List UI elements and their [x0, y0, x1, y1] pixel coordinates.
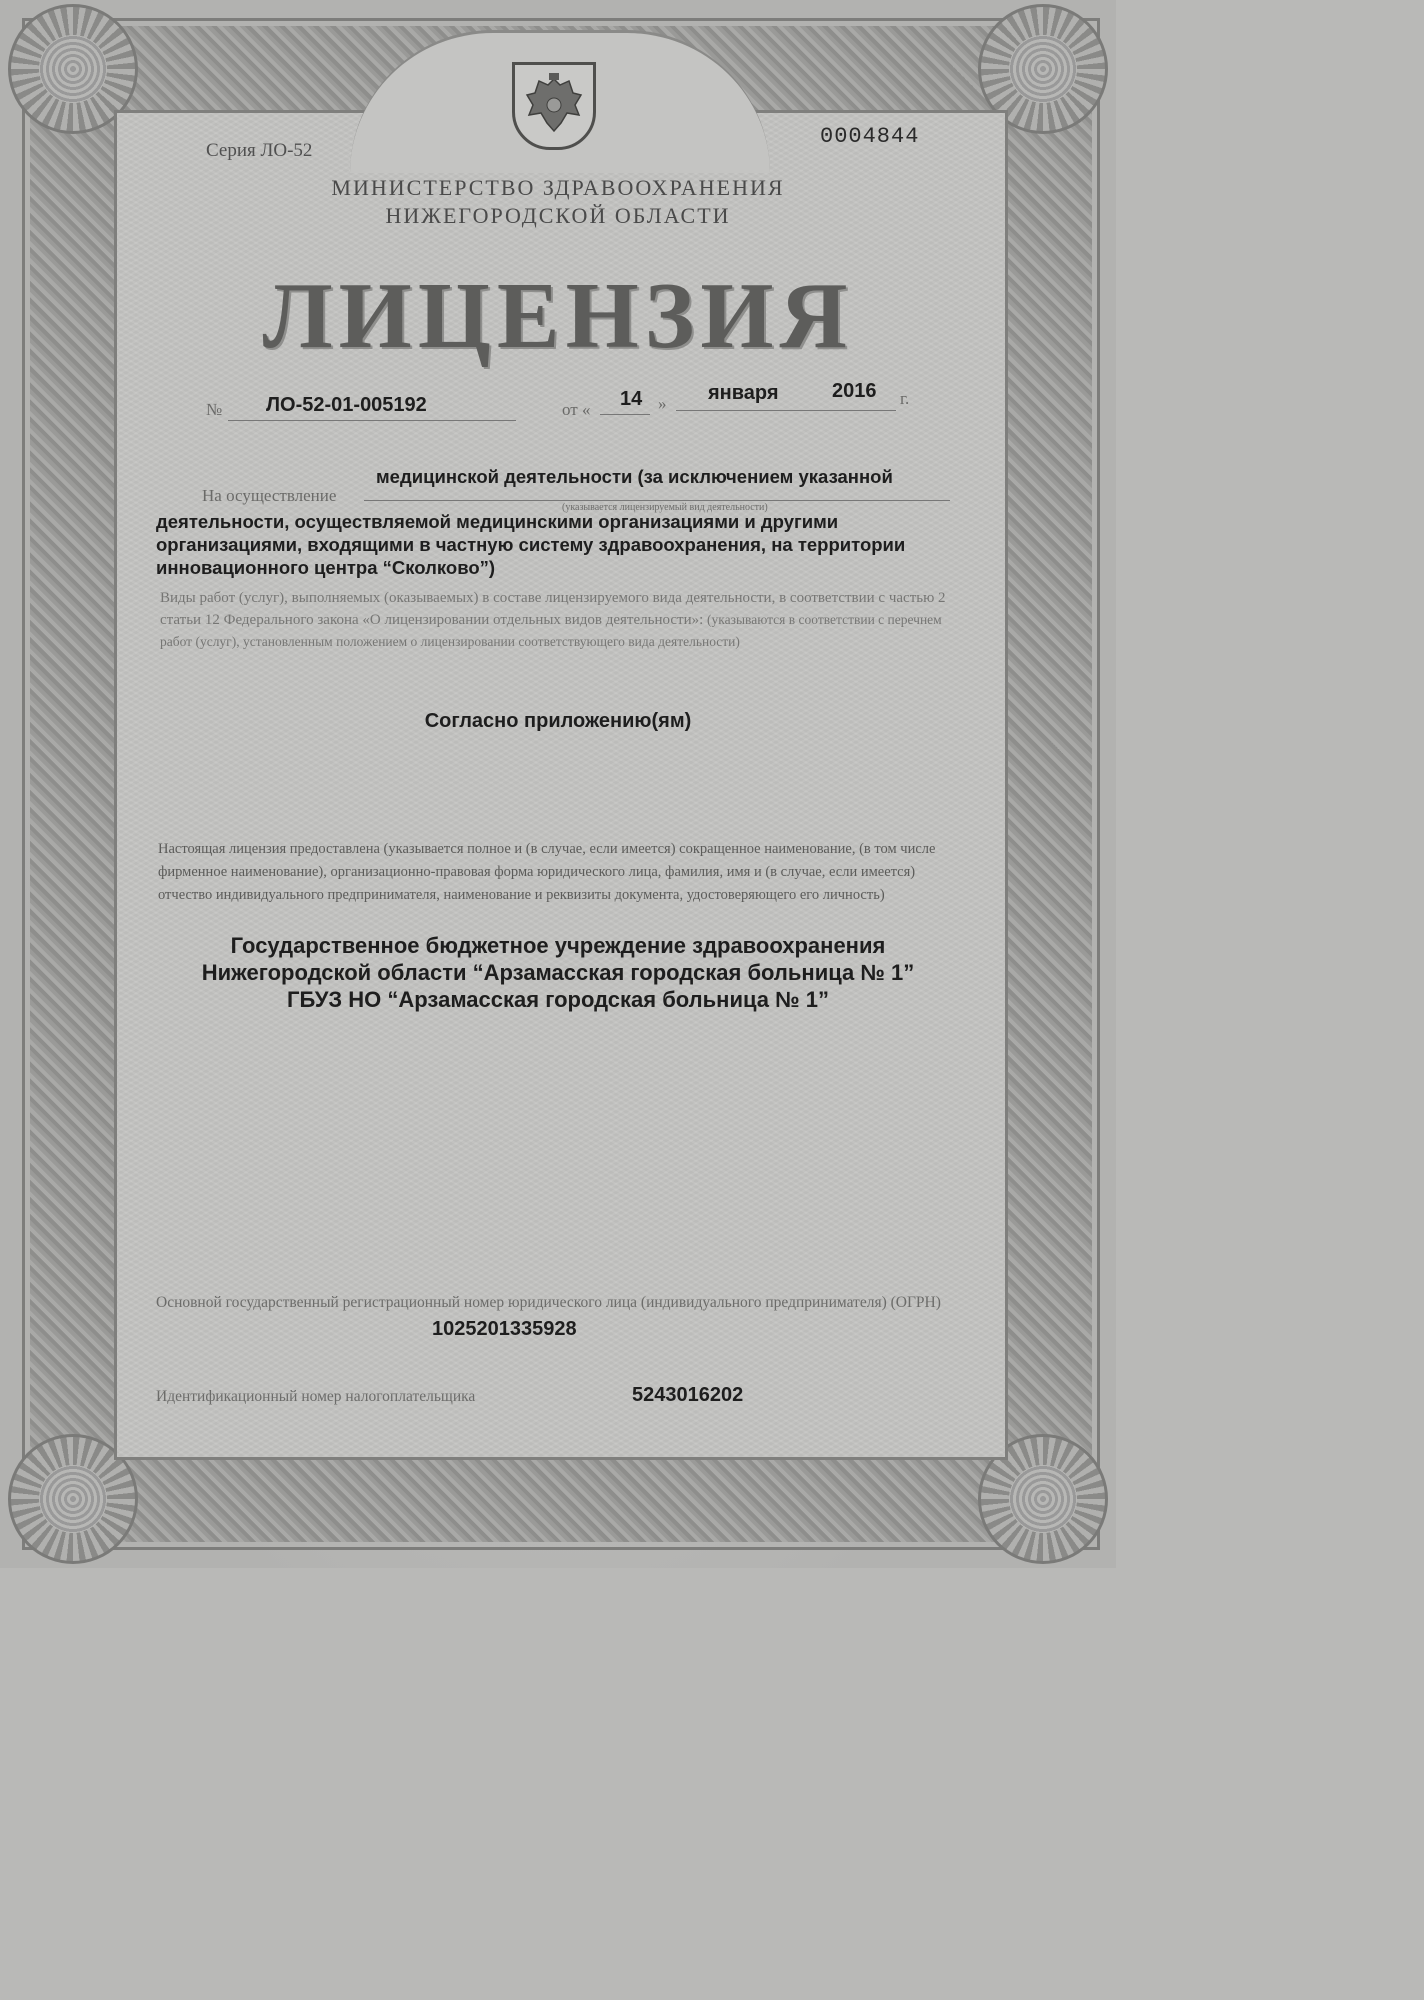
inn-label: Идентификационный номер налогоплательщика	[156, 1388, 476, 1405]
date-label: от «	[562, 400, 591, 419]
issuer-line-2: НИЖЕГОРОДСКОЙ ОБЛАСТИ	[385, 203, 731, 228]
month-underline	[676, 410, 896, 411]
annex-reference: Согласно приложению(ям)	[424, 710, 692, 732]
activity-text-continued: деятельности, осуществляемой медицинскими организациями и другими организациями, входящими в частную систему здравоохранения, на территории инновационного центра “Сколково”)	[156, 511, 906, 578]
works-section	[160, 588, 972, 653]
works-label: Виды работ (услуг), выполняемых (оказываемых) в составе лицензируемого вида деятельности, в соответствии с частью 2 статьи 12 Федерального закона «О лицензировании отдельных видов деятельности»:	[160, 590, 946, 628]
licensee-line-3: ГБУЗ НО “Арзамасская городская больница № 1”	[286, 987, 830, 1012]
activity-text-line1: медицинской деятельности (за исключением указанной	[376, 466, 893, 487]
licensee-line-1: Государственное бюджетное учреждение здравоохранения	[230, 933, 886, 958]
activity-underline	[364, 500, 950, 501]
number-label: №	[206, 400, 223, 419]
issue-month: января	[708, 382, 779, 404]
licensee-line-2: Нижегородской области “Арзамасская городская больница № 1”	[201, 960, 915, 985]
number-underline	[228, 420, 516, 421]
blank-number: 0004844	[820, 124, 920, 149]
activity-label: На осуществление	[202, 486, 337, 505]
inn-value: 5243016202	[632, 1384, 744, 1406]
date-close-quote: »	[658, 394, 667, 413]
issuer-line-1: МИНИСТЕРСТВО ЗДРАВООХРАНЕНИЯ	[331, 175, 785, 200]
activity-hint: (указывается лицензируемый вид деятельности)	[562, 502, 768, 513]
issue-day: 14	[620, 388, 643, 410]
license-number: ЛО-52-01-005192	[266, 394, 427, 416]
series-label: Серия ЛО-52	[206, 140, 313, 161]
coat-of-arms-icon	[512, 62, 596, 150]
ogrn-value: 1025201335928	[432, 1318, 577, 1340]
works-hint: (указываются в соответствии с перечнем работ (услуг), установленным положением о лицензировании соответствующего вида деятельности)	[160, 612, 942, 649]
ogrn-label: Основной государственный регистрационный номер юридического лица (индивидуального предпринимателя) (ОГРН)	[156, 1294, 941, 1311]
licensee-description-label: Настоящая лицензия предоставлена (указывается полное и (в случае, если имеется) сокращенное наименование, (в том числе фирменное наименование), организационно-правовая форма юридического лица, фамилия, имя и (в случае, если имеется) отчество индивидуального предпринимателя, наименование и реквизиты документа, удостоверяющего его личность)	[158, 841, 936, 903]
licensee-name	[0, 932, 1116, 1013]
issue-year: 2016	[832, 380, 877, 402]
day-underline	[600, 414, 650, 415]
document-title: ЛИЦЕНЗИЯ	[262, 264, 854, 368]
year-suffix: г.	[900, 389, 910, 408]
